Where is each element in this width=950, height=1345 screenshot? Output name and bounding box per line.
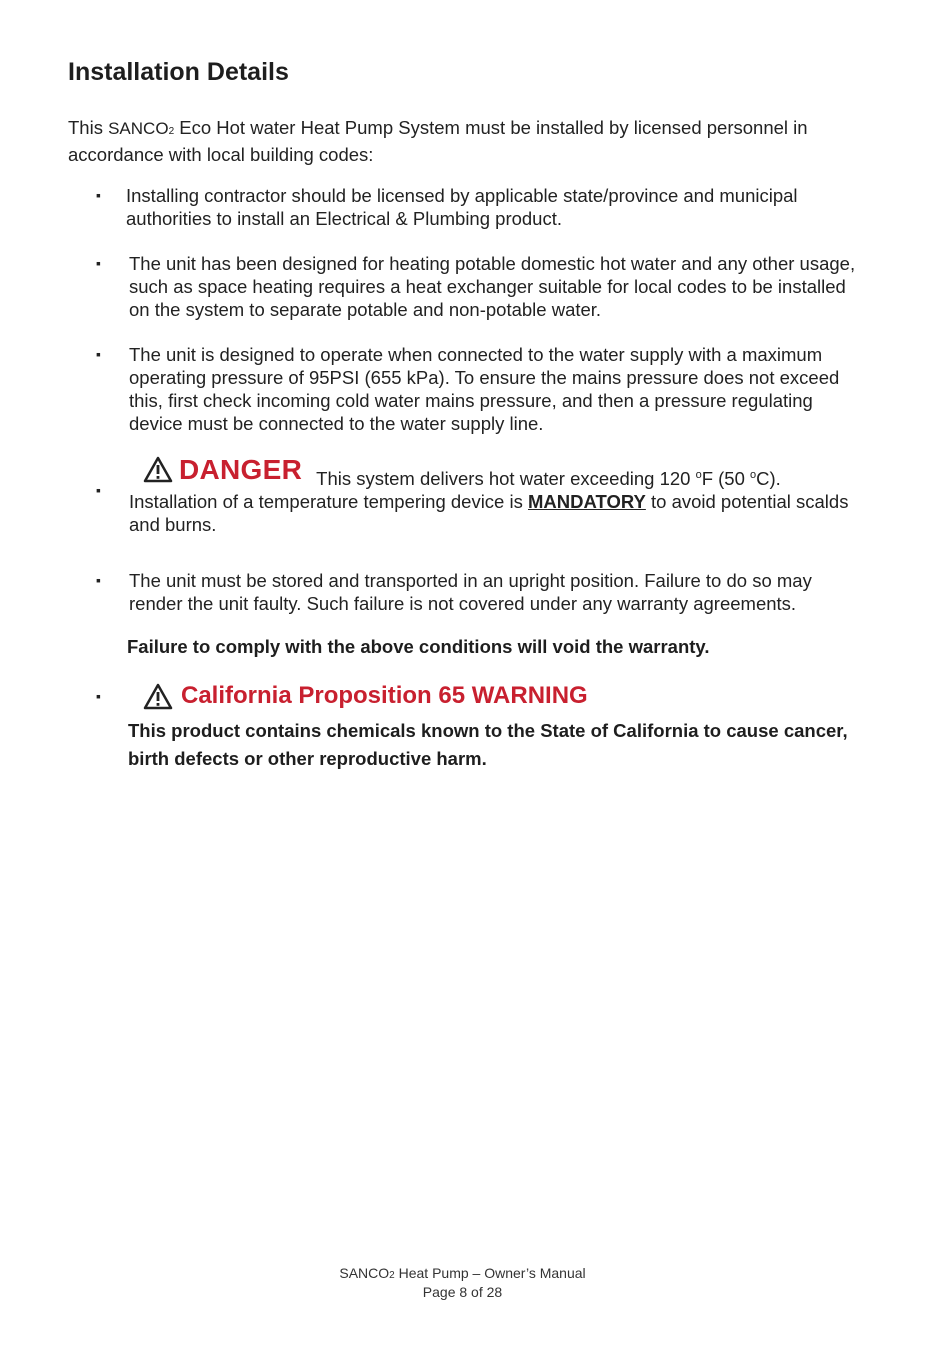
footer-manual-title xyxy=(0,1265,925,1284)
bullet-marker: ▪ xyxy=(96,187,101,203)
intro-pre: This xyxy=(68,117,109,138)
prop65-text: This product contains chemicals known to the State of California to cause cancer, birth defects or other reproductive harm. xyxy=(128,720,848,769)
bullet-marker: ▪ xyxy=(96,346,101,362)
bullet-marker: ▪ xyxy=(96,572,101,588)
intro-post: Eco Hot water Heat Pump System must be installed by licensed personnel in accordance with local building codes: xyxy=(68,117,808,165)
warranty-void-note: Failure to comply with the above conditions will void the warranty. xyxy=(127,636,710,657)
mandatory-emphasis: MANDATORY xyxy=(528,491,646,512)
list-item-danger xyxy=(129,456,869,536)
degree-mark: o xyxy=(750,469,757,481)
bullet-marker: ▪ xyxy=(96,688,101,704)
degree-mark: o xyxy=(695,469,702,481)
danger-text-d: to avoid potential scalds and burns. xyxy=(129,491,849,535)
page-number: Page 8 of 28 xyxy=(422,1284,503,1300)
warning-triangle-icon xyxy=(143,456,173,483)
warning-triangle-icon xyxy=(143,683,173,710)
prop65-heading xyxy=(143,682,588,710)
bullet-marker: ▪ xyxy=(96,255,101,271)
bullet-marker: ▪ xyxy=(96,482,101,498)
footer-title-text: Heat Pump – Owner’s Manual xyxy=(394,1265,586,1281)
footer-brand: SANCO xyxy=(339,1265,390,1281)
list-item-storage: The unit must be stored and transported in an upright position. Failure to do so may render the unit faulty. Such failure is not covered under any warranty agreements. xyxy=(129,570,812,614)
danger-text-b: F (50 xyxy=(701,468,751,489)
brand-subscript: 2 xyxy=(168,126,175,137)
danger-text-a: This system delivers hot water exceeding 120 xyxy=(316,468,696,489)
page-title: Installation Details xyxy=(68,58,289,86)
prop65-heading-text: California Proposition 65 WARNING xyxy=(181,682,588,709)
list-item-usage: The unit has been designed for heating potable domestic hot water and any other usage, such as space heating requires a heat exchanger suitable for local codes to be installed on the system to separate potable and non-potable water. xyxy=(129,253,856,320)
page-footer xyxy=(0,1265,925,1300)
danger-text-c: C). Installation of a temperature tempering device is xyxy=(129,468,781,512)
list-item-pressure: The unit is designed to operate when connected to the water supply with a maximum operating pressure of 95PSI (655 kPa). To ensure the mains pressure does not exceed this, first check incoming cold water mains pressure, and then a pressure regulating device must be connected to the water supply line. xyxy=(129,344,840,434)
list-item-licensing: Installing contractor should be licensed by applicable state/province and municipal authorities to install an Electrical & Plumbing product. xyxy=(126,185,798,229)
danger-label: DANGER xyxy=(179,454,303,485)
footer-brand-subscript: 2 xyxy=(389,1270,395,1281)
brand-name: SANCO xyxy=(108,119,169,138)
danger-badge xyxy=(143,456,302,483)
intro-paragraph xyxy=(68,116,888,166)
